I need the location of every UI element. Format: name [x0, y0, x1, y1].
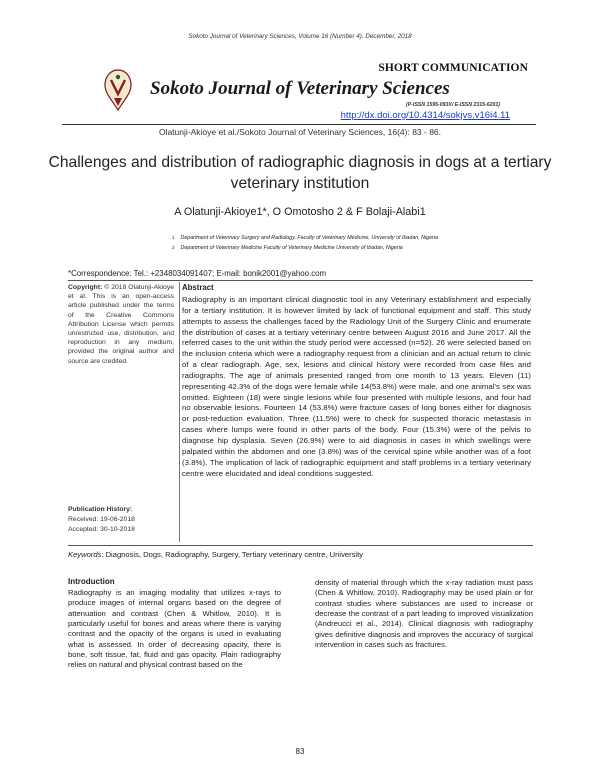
abstract-body: Radiography is an important clinical diagnostic tool in any Veterinary establishment and especially for a tertiary institution. It is however limited by lack of functional equipment and staff. This study attempts to assess the challenges faced by the Radiology Unit of the Surgery Clinic and enumerate the distribution of cases at a tertiary veterinary centre between August 2016 and June 2017. All the referred cases to the unit within the study period were accessed (n=52). 26 were selected based on the inclusion criteria which were a radiography request from a clinician and an actual return to clinic of a clear radiograph. Age, sex, lesions and clinical history were recorded from case files and radiographs. The age of animals presented ranged from one month to 13 years. Eleven (11) representing 42.3% of the dogs were female while 14(53.8%) were male, and one animal's sex was omitted. Eighteen (18) were single lesions while four presented with multiple lesions, and four had no observable lesions. Fourteen 14 (53.8%) were fracture cases of long bones either for diagnosis or post-reduction evaluation. Three (11.5%) were to check for suspected thoracic metastasis in cases where lumps were found in other parts of the body. Four (15.3%) were of the pelvis to diagnose hip dysplasia. Seven (26.9%) were to aid diagnosis in cases in which swellings were palpated within the abdomen and one (3.8%) was of the cervical spine while another was of a foot (3.8%). The implication of lack of radiographic equipment and staff problems in a tertiary veterinary centre were elucidated and ideal conditions suggested.: [182, 295, 531, 478]
keywords-text: : Diagnosis, Dogs, Radiography, Surgery, Tertiary veterinary centre, University: [101, 550, 364, 559]
author-list: A Olatunji-Akioye1*, O Omotosho 2 & F Bolaji-Alabi1: [174, 206, 426, 218]
copyright-notice: [68, 283, 174, 366]
accepted-date: Accepted: 30-10-2018: [68, 526, 135, 534]
copyright-text: © 2018 Olatunji-Akioye et al. This is an open-access article published under the terms of the Creative Commons Attribution License which permits unrestricted use, distribution, and reproduction in any medium, provided the original author and source are credited.: [68, 284, 174, 365]
introduction-column-1: Radiography is an imaging modality that utilizes x-rays to produce images of internal organs based on the degree of attenuation and contrast (Chen & Whitlow, 2010). It is particularly useful for bones and areas where there is varying contrast and the opacity of the organs is used in evaluating what is assessed. In order of decreasing opacity, there is bone, soft tissue, fat, fluid and gas opacity. Plain radiography relies on natural and physical contrast based on the: [68, 588, 281, 670]
affiliation-2: [172, 245, 403, 251]
keywords-label: Keywords: [68, 550, 102, 559]
received-date: Received: 19-06-2018: [68, 516, 135, 524]
doi-link[interactable]: http://dx.doi.org/10.4314/sokjvs.v16i4.11: [340, 110, 510, 121]
journal-logo: [101, 68, 135, 112]
running-head: Sokoto Journal of Veterinary Sciences, Volume 16 (Number 4). December, 2018: [188, 33, 412, 40]
history-label: Publication History:: [68, 506, 133, 513]
paper-title: Challenges and distribution of radiographic diagnosis in dogs at a tertiary veterinary institution: [48, 154, 552, 192]
publication-history: [68, 505, 174, 536]
correspondence-line: *Correspondence: Tel.: +2348034091407; E-mail: bonik2001@yahoo.com: [68, 269, 327, 278]
section-type: SHORT COMMUNICATION: [378, 62, 528, 74]
affiliation-text: Department of Veterinary Surgery and Radiology, Faculty of Veterinary Medicine, University of Ibadan, Nigeria: [180, 235, 438, 241]
citation-text: Olatunji-Akioye et al./Sokoto Journal of Veterinary Sciences, 16(4): 83 - 86.: [158, 127, 442, 137]
affiliation-1: [172, 235, 438, 241]
affiliation-mark: 1: [172, 235, 175, 240]
citation-line: [0, 127, 600, 137]
copyright-label: Copyright:: [68, 284, 103, 291]
introduction-heading: Introduction: [68, 577, 115, 586]
keywords-line: [68, 550, 363, 559]
introduction-column-2: density of material through which the x-ray radiation must pass (Chen & Whitlow, 2010). Radiography may be used plain or for contrast studies where substances are used to increase or decrease the contrast of a part leading to improved visualization (Andreucci et al., 2014). Clinical diagnosis with radiography gives definitive diagnosis and improves the accuracy of surgical intervention in cases such as fractures.: [315, 578, 533, 650]
abstract-top-divider: [68, 280, 533, 281]
issn-line: (P-ISSN 1595-093X/ E-ISSN 2315-6201): [405, 102, 500, 108]
page-number: 83: [295, 747, 305, 756]
affiliation-mark: 2: [172, 245, 175, 250]
abstract-bottom-divider: [68, 545, 533, 546]
header-divider: [62, 124, 536, 125]
journal-title: Sokoto Journal of Veterinary Sciences: [150, 78, 450, 99]
affiliation-text: Department of Veterinary Medicine Faculty of Veterinary Medicine University of Ibadan, Nigeria: [180, 245, 403, 251]
abstract-heading: Abstract: [182, 283, 214, 292]
